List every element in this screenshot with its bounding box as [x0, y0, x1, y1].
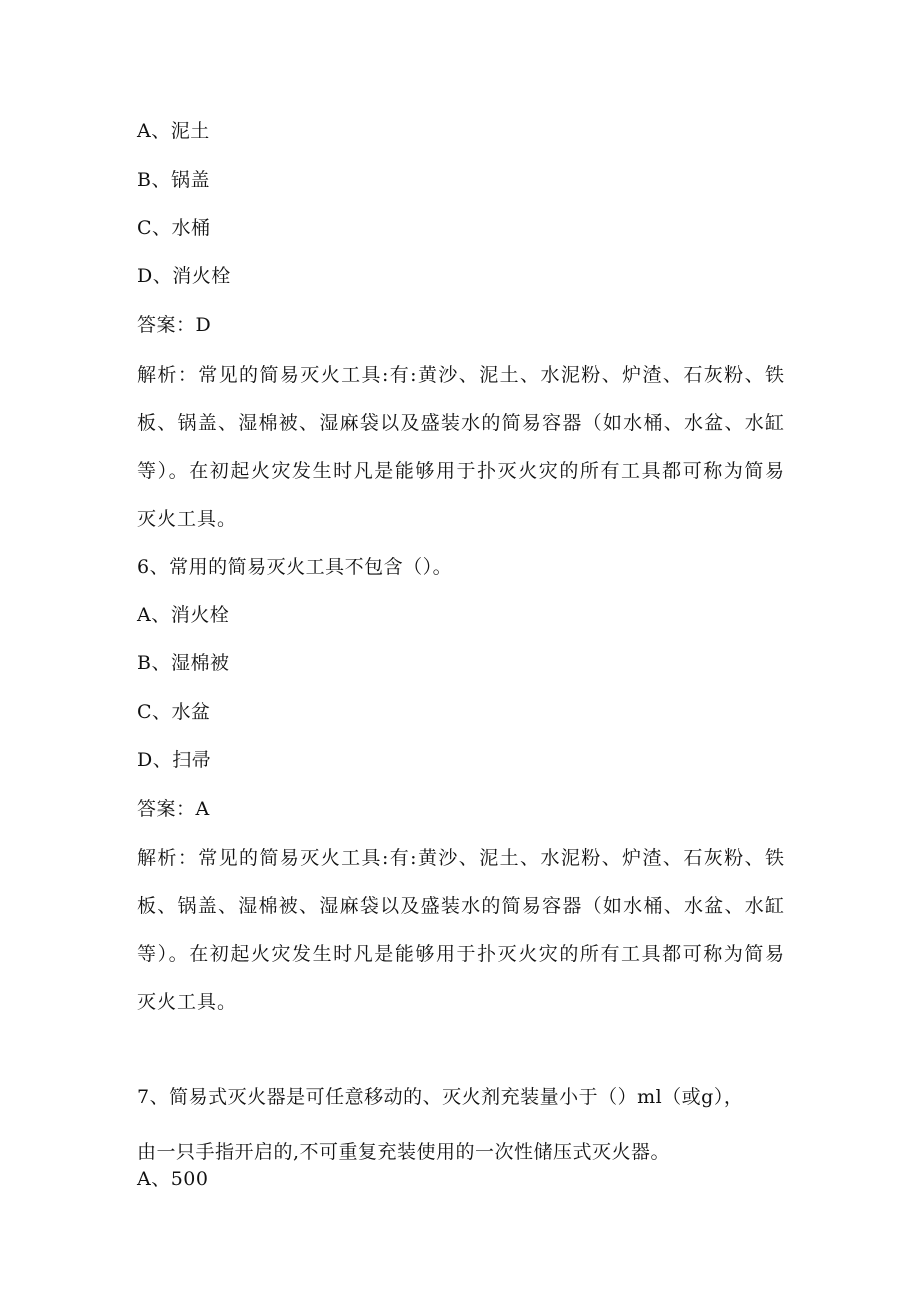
q5-option-d: D、消火栓	[137, 265, 231, 287]
q6-option-d: D、扫帚	[137, 749, 212, 771]
q6-analysis: 解析：常见的简易灭火工具:有:黄沙、泥土、水泥粉、炉渣、石灰粉、铁板、锅盖、湿棉被、湿麻袋以及盛装水的简易容器（如水桶、水盆、水缸等）。在初起火灾发生时凡是能够用于扑灭火灾的所有工具都可称为简易灭火工具。	[137, 847, 785, 1013]
q7-question-line2: 由一只手指开启的,不可重复充装使用的一次性储压式灭火器。	[137, 1141, 671, 1163]
q6-option-c: C、水盆	[137, 701, 211, 723]
q6-answer: 答案：A	[137, 798, 210, 820]
q6-option-b: B、湿棉被	[137, 652, 230, 674]
q5-option-a: A、泥土	[137, 120, 210, 142]
q6-option-a: A、消火栓	[137, 604, 230, 626]
q7-question-line1: 7、简易式灭火器是可任意移动的、灭火剂充装量小于（）ml（或g），	[137, 1086, 744, 1108]
q5-option-c: C、水桶	[137, 217, 211, 239]
q5-analysis: 解析：常见的简易灭火工具:有:黄沙、泥土、水泥粉、炉渣、石灰粉、铁板、锅盖、湿棉被、湿麻袋以及盛装水的简易容器（如水桶、水盆、水缸等）。在初起火灾发生时凡是能够用于扑灭火灾的所有工具都可称为简易灭火工具。	[137, 364, 785, 530]
q5-option-b: B、锅盖	[137, 169, 210, 191]
q5-answer: 答案：D	[137, 314, 212, 336]
q6-question: 6、常用的简易灭火工具不包含（）。	[137, 556, 453, 578]
q7-option-a: A、500	[137, 1168, 209, 1190]
